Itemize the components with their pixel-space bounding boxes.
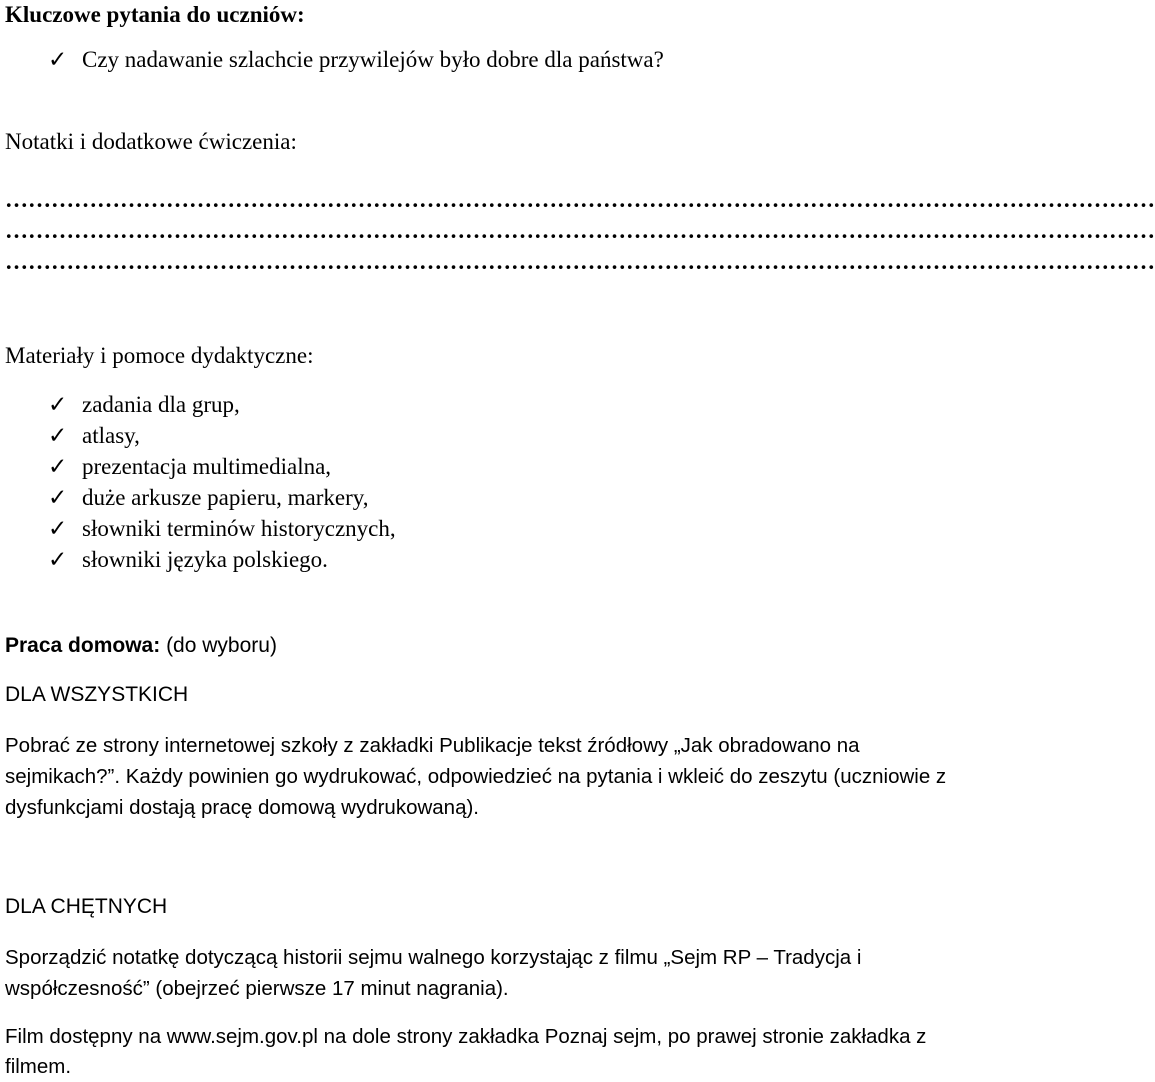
materials-item <box>48 452 331 482</box>
materials-item-text: zadania dla grup, <box>82 392 240 417</box>
checkmark-icon: ✓ <box>48 516 68 541</box>
homework-heading-line <box>5 631 277 661</box>
materials-item <box>48 545 328 575</box>
notes-dotted-line: …………………………………………………………………………………………………………………………………… <box>5 218 1155 243</box>
homework-all-text: Pobrać ze strony internetowej szkoły z zakładki Publikacje tekst źródłowy „Jak obradowano na sejmikach?”. Każdy powinien go wydrukować, odpowiedzieć na pytania i wkleić do zeszytu (uczniowie z dysfunkcjami dostają pracę domową wydrukowaną). <box>5 734 947 819</box>
notes-heading: Notatki i dodatkowe ćwiczenia: <box>5 129 297 154</box>
checkmark-icon: ✓ <box>48 485 68 510</box>
homework-heading: Praca domowa: <box>5 634 161 657</box>
materials-heading: Materiały i pomoce dydaktyczne: <box>5 343 314 368</box>
homework-volunteers-label: DLA CHĘTNYCH <box>5 895 168 918</box>
materials-item-text: atlasy, <box>82 423 140 448</box>
key-question-text: Czy nadawanie szlachcie przywilejów było dobre dla państwa? <box>82 47 664 72</box>
homework-volunteers-text: Sporządzić notatkę dotyczącą historii sejmu walnego korzystając z filmu „Sejm RP – Tradycja i współczesność” (obejrzeć pierwsze 17 minut nagrania). <box>5 946 862 1000</box>
materials-item <box>48 390 240 420</box>
materials-item <box>48 514 396 544</box>
checkmark-icon: ✓ <box>48 423 68 448</box>
materials-item-text: duże arkusze papieru, markery, <box>82 485 369 510</box>
materials-item <box>48 483 369 513</box>
homework-all-label: DLA WSZYSTKICH <box>5 683 189 706</box>
key-questions-heading: Kluczowe pytania do uczniów: <box>5 2 305 27</box>
materials-item-text: słowniki języka polskiego. <box>82 547 328 572</box>
checkmark-icon: ✓ <box>48 392 68 417</box>
notes-dotted-line: …………………………………………………………………………………………………………………………………… <box>5 187 1155 212</box>
materials-item-text: prezentacja multimedialna, <box>82 454 332 479</box>
key-question-item <box>48 45 664 75</box>
homework-heading-note: (do wyboru) <box>166 634 277 657</box>
materials-item-text: słowniki terminów historycznych, <box>82 516 396 541</box>
materials-item <box>48 421 140 451</box>
notes-dotted-line: …………………………………………………………………………………………………………………………………… <box>5 249 1155 274</box>
checkmark-icon: ✓ <box>48 47 68 72</box>
checkmark-icon: ✓ <box>48 547 68 572</box>
checkmark-icon: ✓ <box>48 454 68 479</box>
homework-film-note: Film dostępny na www.sejm.gov.pl na dole strony zakładka Poznaj sejm, po prawej stronie zakładka z filmem. <box>5 1025 927 1078</box>
